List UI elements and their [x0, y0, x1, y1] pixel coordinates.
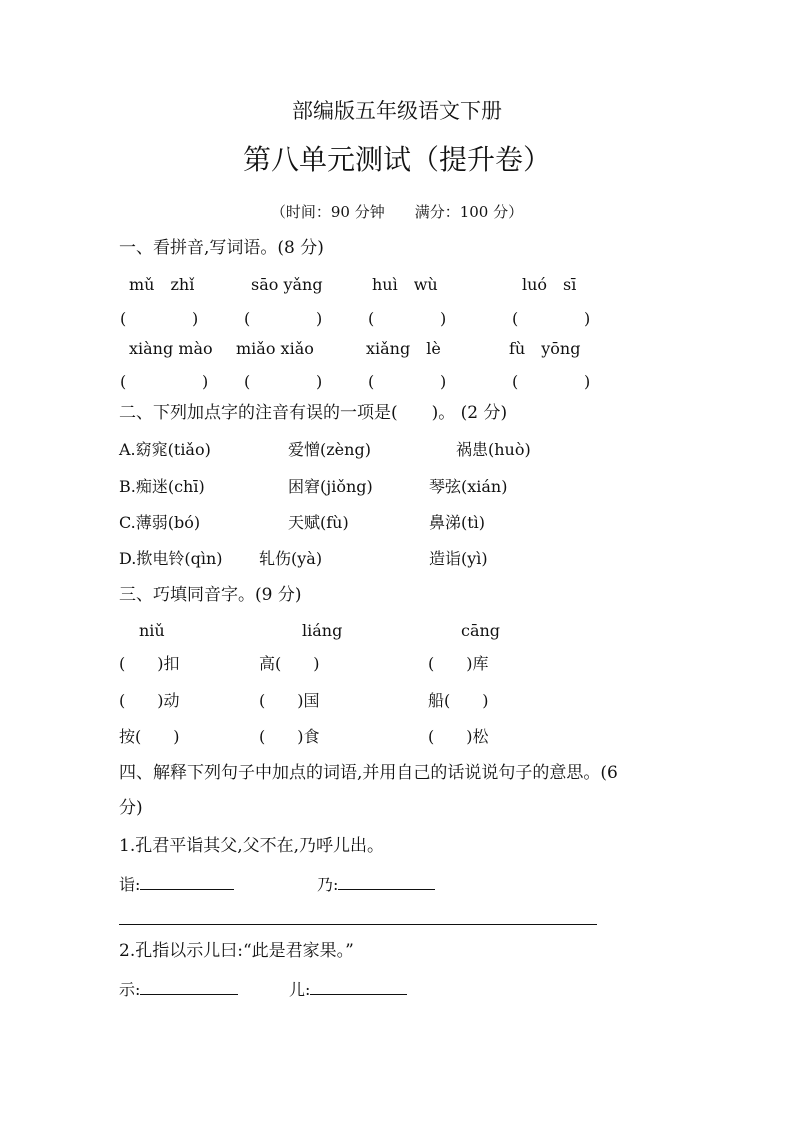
- explain-word-4: [289, 980, 407, 998]
- close-paren: ): [316, 372, 323, 391]
- close-paren: ): [192, 309, 199, 328]
- pinyin-1-1: mǔ zhǐ: [129, 275, 195, 294]
- answer-blank[interactable]: [140, 875, 234, 890]
- fill-3-2: ( )食: [259, 727, 320, 746]
- open-paren: (: [368, 309, 375, 328]
- option-a-2: 爱憎(zèng): [288, 440, 371, 459]
- fill-3-1: 按( ): [119, 727, 180, 746]
- close-paren: ): [584, 372, 591, 391]
- word-label: 儿:: [289, 980, 311, 999]
- pinyin-1-3: huì wù: [372, 275, 438, 294]
- open-paren: (: [244, 309, 251, 328]
- open-paren: (: [244, 372, 251, 391]
- pinyin-2-4: fù yōng: [509, 339, 581, 358]
- explain-word-2: [317, 875, 435, 893]
- q3-heading: 三、巧填同音字。(9 分): [119, 585, 302, 605]
- option-a-1: A.窈窕(tiǎo): [119, 440, 211, 459]
- answer-blank[interactable]: [338, 875, 435, 890]
- pinyin-1-4: luó sī: [522, 275, 577, 294]
- fill-1-3: ( )库: [428, 654, 489, 673]
- option-a-3: 祸患(huò): [456, 440, 531, 459]
- option-d-2: 轧伤(yà): [259, 549, 323, 568]
- pinyin-1-2: sāo yǎng: [251, 275, 323, 294]
- q4-heading-cont: 分): [119, 798, 143, 818]
- pinyin-niu: niǔ: [139, 621, 165, 640]
- open-paren: (: [512, 309, 519, 328]
- fill-1-2: 高( ): [259, 654, 320, 673]
- option-c-1: C.薄弱(bó): [119, 513, 201, 532]
- open-paren: (: [120, 372, 127, 391]
- sentence-1: 1.孔君平诣其父,父不在,乃呼儿出。: [119, 836, 385, 856]
- fill-2-2: ( )国: [259, 691, 320, 710]
- book-title: 部编版五年级语文下册: [292, 99, 502, 123]
- option-b-1: B.痴迷(chī): [119, 477, 205, 496]
- word-label: 示:: [119, 980, 141, 999]
- open-paren: (: [368, 372, 375, 391]
- exam-meta: （时间：90 分钟 满分：100 分）: [270, 203, 524, 221]
- option-b-3: 琴弦(xián): [429, 477, 508, 496]
- pinyin-2-2: miǎo xiǎo: [236, 339, 314, 358]
- fill-1-1: ( )扣: [119, 654, 180, 673]
- close-paren: ): [202, 372, 209, 391]
- pinyin-cang: cāng: [461, 621, 501, 640]
- close-paren: ): [584, 309, 591, 328]
- q4-heading: 四、解释下列句子中加点的词语,并用自己的话说说句子的意思。(6: [119, 763, 618, 783]
- fill-2-3: 船( ): [428, 691, 489, 710]
- pinyin-liang: liáng: [302, 621, 343, 640]
- fill-3-3: ( )松: [428, 727, 489, 746]
- sentence-meaning-line[interactable]: [119, 924, 597, 925]
- explain-word-3: [119, 980, 238, 998]
- q2-heading: 二、下列加点字的注音有误的一项是( )。 (2 分): [119, 403, 508, 423]
- answer-blank[interactable]: [310, 980, 407, 995]
- pinyin-2-3: xiǎng lè: [366, 339, 441, 358]
- page-title: 第八单元测试（提升卷）: [242, 143, 551, 176]
- option-c-3: 鼻涕(tì): [429, 513, 486, 532]
- option-d-1: D.揿电铃(qìn): [119, 549, 223, 568]
- pinyin-2-1: xiàng mào: [129, 339, 213, 358]
- answer-blank[interactable]: [140, 980, 238, 995]
- close-paren: ): [316, 309, 323, 328]
- sentence-2: 2.孔指以示儿曰:“此是君家果。”: [119, 941, 354, 961]
- fill-2-1: ( )动: [119, 691, 180, 710]
- option-c-2: 天赋(fù): [288, 513, 349, 532]
- explain-word-1: [119, 875, 234, 893]
- open-paren: (: [120, 309, 127, 328]
- word-label: 诣:: [119, 875, 141, 894]
- q1-heading: 一、看拼音,写词语。(8 分): [119, 238, 324, 258]
- word-label: 乃:: [317, 875, 339, 894]
- option-d-3: 造诣(yì): [429, 549, 488, 568]
- option-b-2: 困窘(jiǒng): [288, 477, 373, 496]
- open-paren: (: [512, 372, 519, 391]
- close-paren: ): [440, 372, 447, 391]
- close-paren: ): [440, 309, 447, 328]
